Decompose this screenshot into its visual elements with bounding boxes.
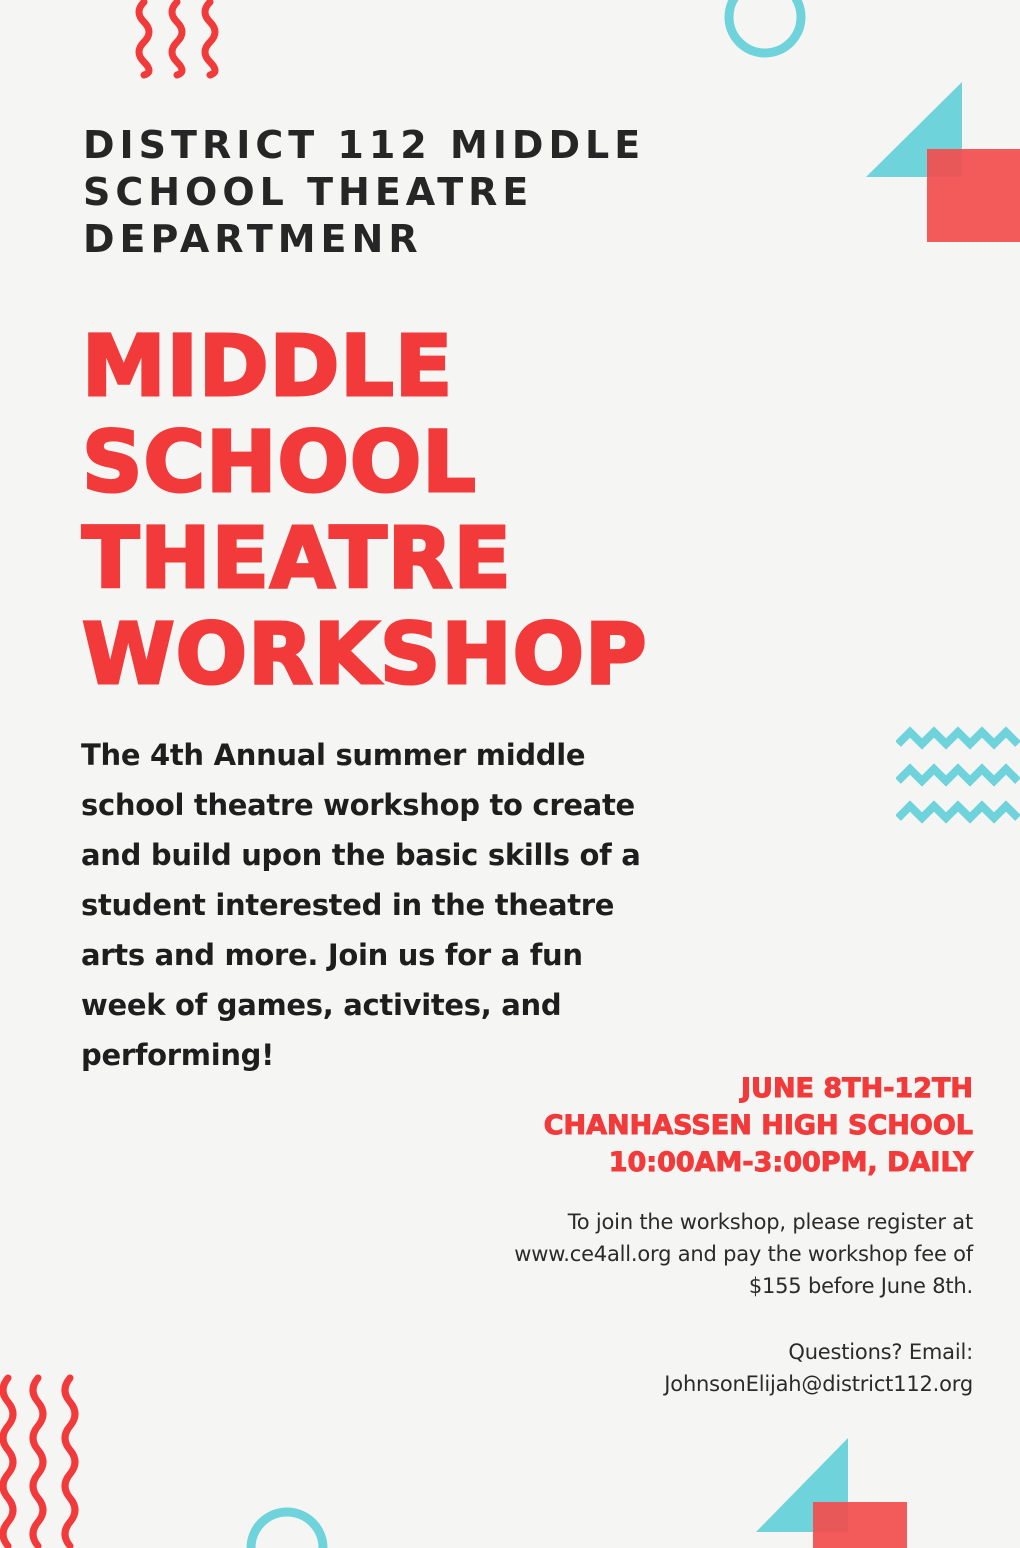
triangle-square-top-right-decoration bbox=[866, 82, 1020, 244]
circle-ring-bottom-decoration bbox=[240, 1500, 334, 1548]
organization-line: DISTRICT 112 MIDDLE bbox=[83, 123, 646, 167]
contact-label: Questions? Email: bbox=[788, 1340, 973, 1364]
circle-ring-top-decoration bbox=[718, 0, 812, 60]
event-location: CHANHASSEN HIGH SCHOOL bbox=[543, 1110, 973, 1141]
registration-line: To join the workshop, please register at bbox=[567, 1210, 973, 1234]
wavy-lines-top-decoration bbox=[128, 0, 228, 80]
organization-line: DEPARTMENR bbox=[83, 217, 423, 261]
contact-email: JohnsonElijah@district112.org bbox=[664, 1372, 973, 1396]
title-line: MIDDLE bbox=[82, 317, 454, 415]
description-line: performing! bbox=[81, 1038, 275, 1072]
title-line: WORKSHOP bbox=[82, 605, 648, 703]
triangle-square-bottom-right-decoration bbox=[756, 1438, 910, 1548]
zigzag-lines-right-decoration bbox=[896, 722, 1020, 832]
event-details bbox=[544, 1070, 973, 1181]
event-time: 10:00AM-3:00PM, DAILY bbox=[608, 1147, 973, 1178]
organization-line: SCHOOL THEATRE bbox=[83, 170, 534, 214]
description-line: student interested in the theatre bbox=[81, 888, 615, 922]
registration-line: $155 before June 8th. bbox=[748, 1274, 973, 1298]
description-line: and build upon the basic skills of a bbox=[81, 838, 641, 872]
title-line: THEATRE bbox=[82, 509, 512, 607]
workshop-description bbox=[81, 730, 641, 1080]
description-line: The 4th Annual summer middle bbox=[81, 738, 586, 772]
workshop-title bbox=[82, 318, 648, 702]
title-line: SCHOOL bbox=[82, 413, 477, 511]
registration-info bbox=[514, 1206, 973, 1302]
description-line: school theatre workshop to create bbox=[81, 788, 635, 822]
description-line: arts and more. Join us for a fun bbox=[81, 938, 583, 972]
registration-line: www.ce4all.org and pay the workshop fee of bbox=[514, 1242, 973, 1266]
description-line: week of games, activites, and bbox=[81, 988, 562, 1022]
wavy-lines-bottom-left-decoration bbox=[0, 1374, 90, 1548]
event-dates: JUNE 8TH-12TH bbox=[740, 1073, 973, 1104]
organization-name bbox=[83, 122, 645, 263]
contact-info bbox=[664, 1336, 973, 1400]
